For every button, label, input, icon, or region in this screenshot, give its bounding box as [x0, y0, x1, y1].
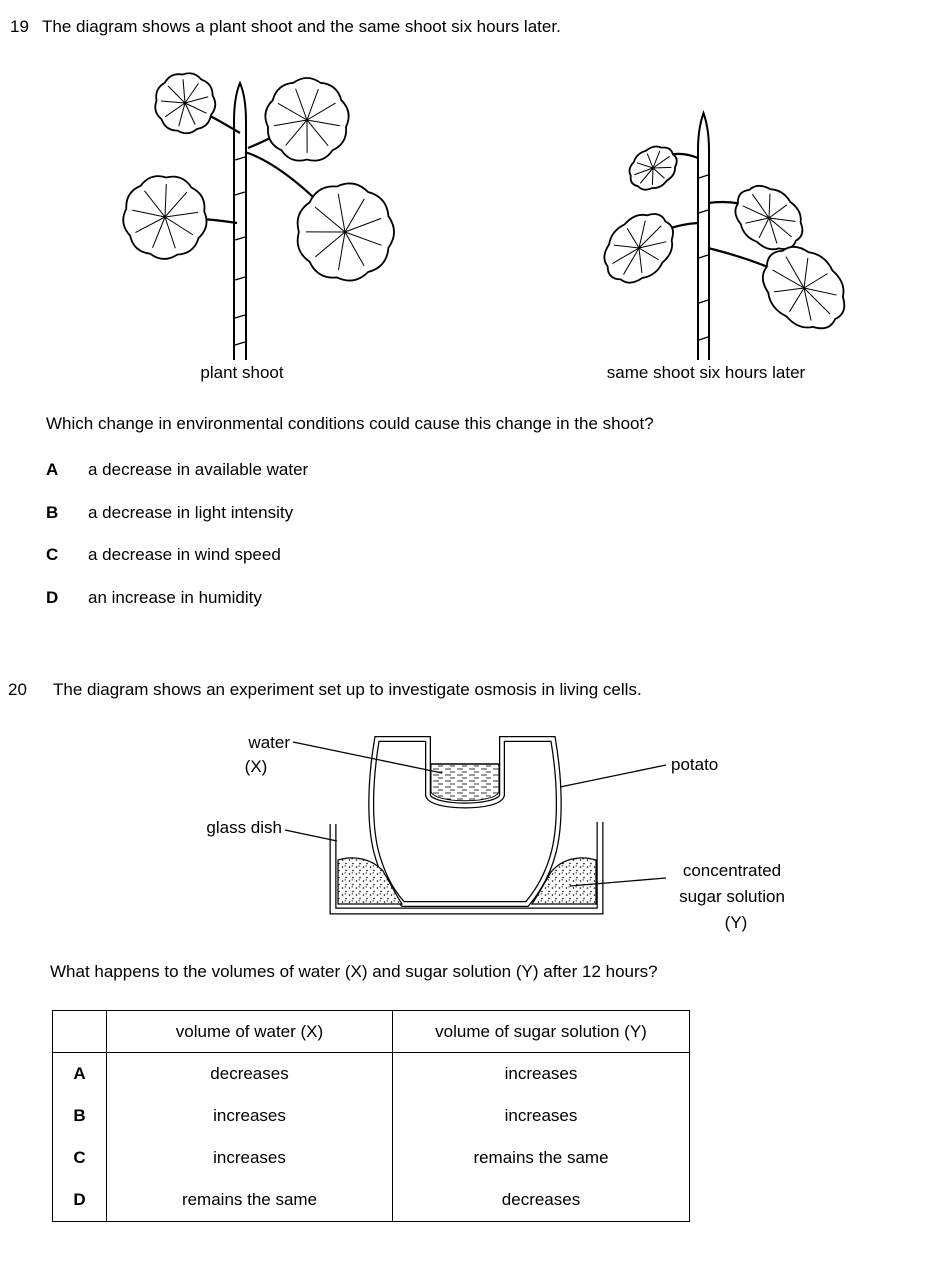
table-row-letter: A — [53, 1053, 107, 1095]
q19-header — [10, 16, 561, 37]
glass-dish-label: glass dish — [206, 818, 282, 837]
q20-prompt: The diagram shows an experiment set up to investigate osmosis in living cells. — [53, 680, 642, 699]
table-header-sugar: volume of sugar solution (Y) — [393, 1011, 689, 1053]
wilted-shoot-caption: same shoot six hours later — [606, 363, 806, 382]
answer-table — [52, 1010, 690, 1222]
q20-header — [8, 679, 642, 700]
wilted-shoot-drawing — [595, 108, 873, 360]
table-row-letter: B — [53, 1095, 107, 1137]
table-cell-water: remains the same — [107, 1179, 393, 1221]
q19-option-a — [46, 459, 308, 480]
option-letter: D — [46, 588, 59, 607]
option-letter: B — [46, 503, 59, 522]
table-cell-sugar: increases — [504, 1106, 578, 1126]
water-label: water — [248, 733, 290, 752]
wilted-stem — [698, 113, 709, 360]
potato-label: potato — [671, 755, 719, 774]
leaf-icon — [118, 170, 211, 264]
table-corner-cell — [53, 1011, 107, 1053]
leaf-icon — [148, 70, 221, 140]
q20-number: 20 — [8, 680, 27, 699]
water-x-label: (X) — [244, 757, 268, 776]
plant-stem — [234, 83, 246, 360]
q20-question: What happens to the volumes of water (X) and sugar solution (Y) after 12 hours? — [50, 962, 658, 981]
leaf-icon — [282, 170, 406, 294]
sugar-label-line3: (Y) — [724, 913, 748, 932]
q19-number: 19 — [10, 17, 29, 36]
table-row-letter: C — [53, 1137, 107, 1179]
table-row-letter: D — [53, 1179, 107, 1221]
table-header-water: volume of water (X) — [107, 1011, 393, 1053]
wilted-leaf-icon — [621, 138, 685, 199]
option-text: an increase in humidity — [88, 588, 262, 607]
option-text: a decrease in wind speed — [88, 545, 281, 564]
sugar-label-line1: concentrated — [682, 861, 782, 880]
sugar-label-line2: sugar solution — [679, 887, 785, 906]
table-cell-sugar: increases — [504, 1064, 578, 1084]
option-letter: C — [46, 545, 59, 564]
q19-option-b — [46, 502, 293, 523]
table-cell-water: increases — [107, 1095, 393, 1137]
plant-shoot-caption: plant shoot — [200, 363, 284, 382]
option-letter: A — [46, 460, 59, 479]
option-text: a decrease in available water — [88, 460, 309, 479]
table-cell-water: increases — [107, 1137, 393, 1179]
option-text: a decrease in light intensity — [88, 503, 294, 522]
leaf-icon — [258, 72, 354, 168]
wilted-leaf-icon — [595, 201, 686, 297]
water-region — [431, 764, 499, 801]
q19-option-d — [46, 587, 262, 608]
q19-option-c — [46, 544, 281, 565]
table-cell-water: decreases — [107, 1053, 393, 1095]
q19-question: Which change in environmental conditions could cause this change in the shoot? — [46, 414, 654, 433]
osmosis-diagram — [180, 725, 805, 940]
table-cell-sugar: decreases — [501, 1190, 581, 1210]
table-cell-sugar: remains the same — [473, 1148, 609, 1168]
plant-shoot-drawing — [118, 70, 410, 362]
q19-prompt: The diagram shows a plant shoot and the same shoot six hours later. — [42, 17, 561, 36]
